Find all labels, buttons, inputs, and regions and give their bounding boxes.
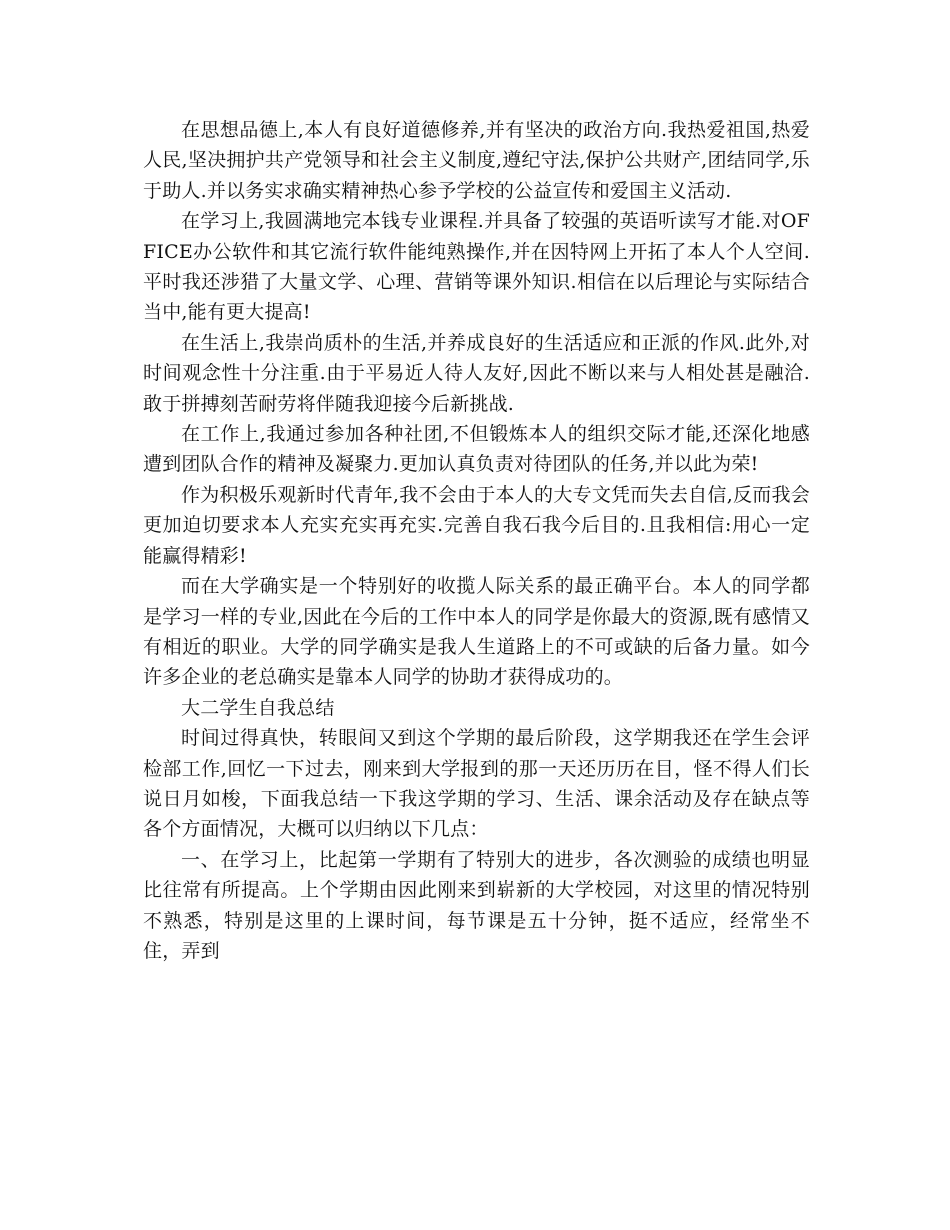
paragraph-summary-intro: 时间过得真快，转眼间又到这个学期的最后阶段，这学期我还在学生会评检部工作,回忆一下过去，刚来到大学报到的那一天还历历在目，怪不得人们长说日月如梭，下面我总结一下我这学期的学习、生活、课余活动及存在缺点等各个方面情况，大概可以归纳以下几点： [143,727,810,841]
paragraph-summary-study: 一、在学习上，比起第一学期有了特别大的进步，各次测验的成绩也明显比往常有所提高。上个学期由因此刚来到崭新的大学校园，对这里的情况特别不熟悉，特别是这里的上课时间，每节课是五十分钟，挺不适应，经常坐不住，弄到 [143,848,810,962]
paragraph-outlook: 作为积极乐观新时代青年,我不会由于本人的大专文凭而失去自信,反而我会更加迫切要求本人充实充实再充实.完善自我石我今后目的.且我相信:用心一定能赢得精彩! [143,483,810,567]
section-heading: 大二学生自我总结 [181,696,335,719]
paragraph-life: 在生活上,我崇尚质朴的生活,并养成良好的生活适应和正派的作风.此外,对时间观念性十分注重.由于平易近人待人友好,因此不断以来与人相处甚是融洽.敢于拼搏刻苦耐劳将伴随我迎接今后新挑战. [143,331,810,415]
document-body [143,115,810,966]
paragraph-moral: 在思想品德上,本人有良好道德修养,并有坚决的政治方向.我热爱祖国,热爱人民,坚决拥护共产党领导和社会主义制度,遵纪守法,保护公共财产,团结同学,乐于助人.并以务实求确实精神热心参予学校的公益宣传和爱国主义活动. [143,119,810,202]
paragraph-classmates: 而在大学确实是一个特别好的收揽人际关系的最正确平台。本人的同学都是学习一样的专业,因此在今后的工作中本人的同学是你最大的资源,既有感情又有相近的职业。大学的同学确实是我人生道路上的不可或缺的后备力量。如今许多企业的老总确实是靠本人同学的协助才获得成功的。 [143,575,810,689]
paragraph-study: 在学习上,我圆满地完本钱专业课程.并具备了较强的英语听读写才能.对OFFICE办公软件和其它流行软件能纯熟操作,并在因特网上开拓了本人个人空间.平时我还涉猎了大量文学、心理、营销等课外知识.相信在以后理论与实际结合当中,能有更大提高! [143,210,810,324]
paragraph-work: 在工作上,我通过参加各种社团,不但锻炼本人的组织交际才能,还深化地感遭到团队合作的精神及凝聚力.更加认真负责对待团队的任务,并以此为荣! [143,423,810,476]
